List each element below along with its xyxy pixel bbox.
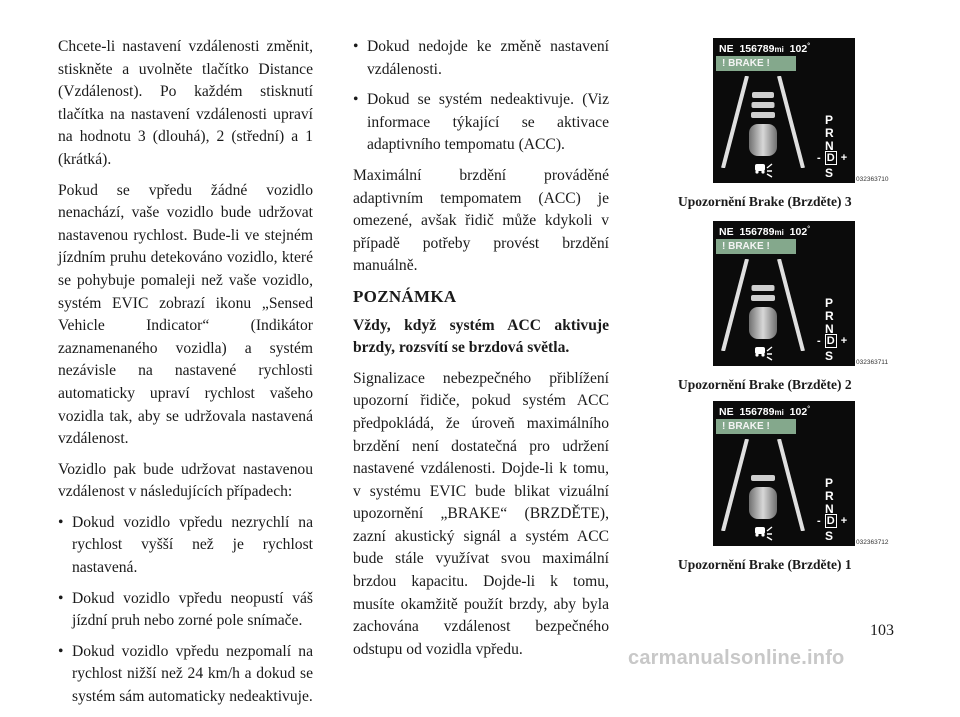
compass-text: NE bbox=[719, 226, 734, 238]
gear-n: N bbox=[825, 502, 834, 516]
distance-bars bbox=[751, 92, 775, 118]
figure-caption: Upozornění Brake (Brzděte) 3 bbox=[678, 194, 852, 209]
compass-text: NE bbox=[719, 43, 734, 55]
vehicle-ahead-shape bbox=[749, 487, 777, 519]
gear-d: D bbox=[826, 152, 835, 164]
minus-symbol: - bbox=[817, 335, 821, 347]
list-item: • Dokud vozidlo vpředu neopustí váš jízdní pruh nebo zorné pole snímače. bbox=[58, 588, 313, 633]
sensed-vehicle-icon bbox=[753, 341, 773, 361]
sensed-vehicle-icon bbox=[753, 521, 773, 541]
temperature-text: 102 bbox=[789, 406, 808, 418]
evic-screen bbox=[713, 38, 855, 183]
paragraph-sensed-vehicle: Pokud se vpředu žádné vozidlo nenachází, vaše vozidlo bude udržovat nastavenou rychlost. Bude-li ve stejném jízdním pruhu detekováno vozidlo, které se pohybuje pomaleji než vaše vozidlo, systém EVIC zobrazí ikonu „Sensed Vehicle Indicator“ (Indikátor zaznamenaného vozidla) a systém nezávisle na nastavené rychlosti automaticky upraví rychlost vašeho vozidla tak, aby se udržovala nastavená vzdálenost. bbox=[58, 181, 313, 448]
plus-symbol: + bbox=[840, 335, 848, 347]
vehicle-ahead-shape bbox=[749, 307, 777, 339]
distance-bar bbox=[752, 285, 775, 291]
odometer-unit: mi bbox=[774, 408, 784, 417]
gear-p: P bbox=[825, 113, 834, 127]
gear-n: N bbox=[825, 139, 834, 153]
lane-line-left bbox=[723, 76, 747, 168]
status-line bbox=[719, 43, 851, 55]
odometer-text: 156789 bbox=[739, 43, 775, 55]
gear-s: S bbox=[825, 166, 834, 180]
gear-r: R bbox=[825, 126, 834, 140]
lane-line-right bbox=[779, 76, 803, 168]
figure-caption: Upozornění Brake (Brzděte) 2 bbox=[678, 377, 852, 392]
paragraph-distance-setting: Chcete-li nastavení vzdálenosti změnit, stiskněte a uvolněte tlačítko Distance (Vzdálenost). Po každém stisknutí tlačítka na nastavení vzdálenosti upraví na hodnotu 3 (dlouhá), 2 (střední) a 1 (krátká). bbox=[58, 38, 313, 168]
gear-p: P bbox=[825, 296, 834, 310]
distance-bars bbox=[751, 285, 775, 301]
evic-screen bbox=[713, 401, 855, 546]
gear-d-row bbox=[816, 152, 848, 164]
status-line bbox=[719, 226, 851, 238]
paragraph-max-braking: Maximální brzdění prováděné adaptivním tempomatem (ACC) je omezené, avšak řidič může kdykoli v případě potřeby provést brzdění manuálně. bbox=[353, 166, 609, 275]
road-vehicle-icon bbox=[719, 259, 807, 351]
figure-caption: Upozornění Brake (Brzděte) 1 bbox=[678, 557, 852, 572]
list-item: • Dokud vozidlo vpředu nezrychlí na rychlost vyšší než je rychlost nastavená. bbox=[58, 512, 313, 580]
gear-r: R bbox=[825, 309, 834, 323]
bullet-list-left bbox=[58, 512, 313, 709]
paragraph-maintain-distance: Vozidlo pak bude udržovat nastavenou vzdálenost v následujících případech: bbox=[58, 460, 313, 501]
gear-d: D bbox=[826, 515, 835, 527]
sensed-vehicle-icon bbox=[753, 158, 773, 178]
distance-bar bbox=[751, 295, 775, 301]
list-item: • Dokud nedojde ke změně nastavení vzdálenosti. bbox=[353, 36, 609, 81]
plus-symbol: + bbox=[840, 515, 848, 527]
list-item: • Dokud se systém nedeaktivuje. (Viz informace týkající se aktivace adaptivního tempomatu (ACC). bbox=[353, 89, 609, 157]
temperature-unit: ° bbox=[807, 43, 811, 50]
gear-s: S bbox=[825, 529, 834, 543]
gear-p: P bbox=[825, 476, 834, 490]
evic-screen bbox=[713, 221, 855, 366]
compass-text: NE bbox=[719, 406, 734, 418]
page-number: 103 bbox=[870, 622, 894, 639]
distance-bar bbox=[751, 112, 775, 118]
distance-bar bbox=[752, 102, 775, 108]
minus-symbol: - bbox=[817, 515, 821, 527]
lane-line-left bbox=[723, 439, 747, 531]
note-heading: POZNÁMKA bbox=[353, 286, 457, 306]
odometer-unit: mi bbox=[774, 228, 784, 237]
lane-line-left bbox=[723, 259, 747, 351]
brake-alert: ! BRAKE ! bbox=[716, 239, 796, 254]
odometer-text: 156789 bbox=[739, 406, 775, 418]
bullet-list-middle bbox=[353, 36, 609, 157]
gear-d-row bbox=[816, 515, 848, 527]
temperature-unit: ° bbox=[807, 406, 811, 413]
note-bold-text: Vždy, když systém ACC aktivuje brzdy, rozsvítí se brzdová světla. bbox=[353, 316, 609, 357]
list-item: • Dokud vozidlo vpředu nezpomalí na rychlost nižší než 24 km/h a dokud se systém sám automaticky nedeaktivuje. bbox=[58, 641, 313, 709]
vehicle-ahead-shape bbox=[749, 124, 777, 156]
minus-symbol: - bbox=[817, 152, 821, 164]
temperature-text: 102 bbox=[789, 226, 808, 238]
text-column-left bbox=[58, 36, 313, 717]
lane-line-right bbox=[779, 439, 803, 531]
plus-symbol: + bbox=[840, 152, 848, 164]
gear-d: D bbox=[826, 335, 835, 347]
gear-s: S bbox=[825, 349, 834, 363]
figure-code: 032363711 bbox=[856, 359, 889, 366]
temperature-text: 102 bbox=[789, 43, 808, 55]
road-vehicle-icon bbox=[719, 76, 807, 168]
odometer-unit: mi bbox=[774, 45, 784, 54]
watermark: carmanualsonline.info bbox=[628, 647, 845, 669]
paragraph-brake-warning: Signalizace nebezpečného přiblížení upozorní řidiče, pokud systém ACC předpokládá, že úroveň maximálního brzdění není dostatečná pro udržení nastavené vzdálenosti. Dojde-li k tomu, v systému EVIC bude blikat vizuální upozornění „BRAKE“ (BRZDĚTE), zazní akustický signál a systém ACC bude stále využívat svou maximální brzdou kapacitu. Dojde-li k tomu, musíte okamžitě použít brzdy, aby byla zachována vzdálenost bezpečného odstupu od vozidla vpředu. bbox=[353, 369, 609, 658]
distance-bar bbox=[751, 475, 775, 481]
temperature-unit: ° bbox=[807, 226, 811, 233]
gear-r: R bbox=[825, 489, 834, 503]
brake-alert: ! BRAKE ! bbox=[716, 419, 796, 434]
figure-code: 032363712 bbox=[856, 539, 889, 546]
text-column-middle bbox=[353, 36, 609, 669]
road-vehicle-icon bbox=[719, 439, 807, 531]
status-line bbox=[719, 406, 851, 418]
lane-line-right bbox=[779, 259, 803, 351]
distance-bars bbox=[751, 475, 775, 481]
distance-bar bbox=[752, 92, 774, 98]
gear-d-row bbox=[816, 335, 848, 347]
gear-n: N bbox=[825, 322, 834, 336]
figure-code: 032363710 bbox=[856, 176, 889, 183]
brake-alert: ! BRAKE ! bbox=[716, 56, 796, 71]
odometer-text: 156789 bbox=[739, 226, 775, 238]
